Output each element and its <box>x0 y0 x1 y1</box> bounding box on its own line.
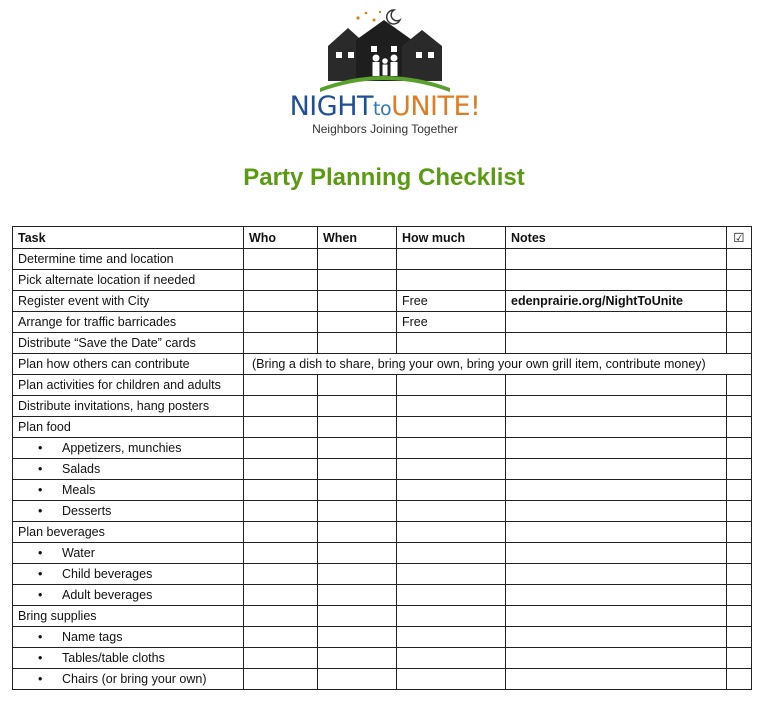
how-much-cell[interactable] <box>397 543 506 564</box>
logo-tagline: Neighbors Joining Together <box>312 122 458 136</box>
subtask-label: Name tags <box>62 630 123 644</box>
check-cell[interactable] <box>727 543 752 564</box>
how-much-cell[interactable] <box>397 375 506 396</box>
how-much-cell[interactable] <box>397 648 506 669</box>
who-cell[interactable] <box>244 291 318 312</box>
table-row <box>13 606 752 627</box>
table-row <box>13 417 752 438</box>
bullet-icon: • <box>38 651 43 665</box>
who-cell[interactable] <box>244 249 318 270</box>
how-much-cell[interactable] <box>397 438 506 459</box>
task-cell-bullet <box>13 585 244 606</box>
bullet-icon: • <box>38 546 43 560</box>
table-row <box>13 291 752 312</box>
notes-cell[interactable] <box>506 417 727 438</box>
notes-cell[interactable] <box>506 396 727 417</box>
when-cell[interactable] <box>318 669 397 690</box>
bullet-icon: • <box>38 630 43 644</box>
who-cell[interactable] <box>244 543 318 564</box>
check-cell[interactable] <box>727 480 752 501</box>
task-cell-bullet <box>13 501 244 522</box>
task-cell: Distribute invitations, hang posters <box>13 396 244 417</box>
subtask-label: Water <box>62 546 95 560</box>
notes-cell[interactable] <box>506 438 727 459</box>
who-cell[interactable] <box>244 459 318 480</box>
table-row <box>13 333 752 354</box>
subtask-label: Desserts <box>62 504 112 518</box>
logo-wordmark <box>280 92 490 124</box>
task-cell: Plan beverages <box>13 522 244 543</box>
check-cell[interactable] <box>727 249 752 270</box>
subtask-label: Appetizers, munchies <box>62 441 182 455</box>
who-cell[interactable] <box>244 312 318 333</box>
who-cell[interactable] <box>244 606 318 627</box>
how-much-cell[interactable] <box>397 564 506 585</box>
table-row <box>13 585 752 606</box>
task-cell: Plan food <box>13 417 244 438</box>
task-cell: Distribute “Save the Date” cards <box>13 333 244 354</box>
task-cell: Determine time and location <box>13 249 244 270</box>
task-cell: Pick alternate location if needed <box>13 270 244 291</box>
who-cell[interactable] <box>244 522 318 543</box>
subtask-label: Chairs (or bring your own) <box>62 672 207 686</box>
who-cell[interactable] <box>244 669 318 690</box>
task-cell-bullet <box>13 648 244 669</box>
notes-cell[interactable] <box>506 543 727 564</box>
check-cell[interactable] <box>727 522 752 543</box>
contribution-note: (Bring a dish to share, bring your own, bring your own grill item, contribute money) <box>244 354 752 375</box>
how-much-cell[interactable] <box>397 480 506 501</box>
bullet-icon: • <box>38 567 43 581</box>
table-row <box>13 396 752 417</box>
who-cell[interactable] <box>244 585 318 606</box>
notes-cell[interactable] <box>506 585 727 606</box>
header-notes: Notes <box>506 227 727 249</box>
houses-family-icon <box>318 6 452 96</box>
how-much-cell[interactable] <box>397 606 506 627</box>
how-much-cell[interactable] <box>397 270 506 291</box>
task-cell-bullet <box>13 438 244 459</box>
notes-cell[interactable] <box>506 270 727 291</box>
task-cell: Bring supplies <box>13 606 244 627</box>
when-cell[interactable] <box>318 459 397 480</box>
when-cell[interactable] <box>318 627 397 648</box>
logo-word-unite: UNITE! <box>391 91 481 122</box>
how-much-cell[interactable] <box>397 396 506 417</box>
how-much-cell[interactable] <box>397 417 506 438</box>
subtask-label: Tables/table cloths <box>62 651 165 665</box>
who-cell[interactable] <box>244 627 318 648</box>
header-task: Task <box>13 227 244 249</box>
check-cell[interactable] <box>727 291 752 312</box>
header-when: When <box>318 227 397 249</box>
bullet-icon: • <box>38 588 43 602</box>
how-much-cell[interactable] <box>397 501 506 522</box>
when-cell[interactable] <box>318 375 397 396</box>
bullet-icon: • <box>38 441 43 455</box>
when-cell[interactable] <box>318 312 397 333</box>
check-cell[interactable] <box>727 606 752 627</box>
who-cell[interactable] <box>244 333 318 354</box>
table-row <box>13 459 752 480</box>
notes-cell[interactable] <box>506 480 727 501</box>
bullet-icon: • <box>38 483 43 497</box>
header-checkbox-icon: ☑ <box>727 227 752 249</box>
how-much-cell[interactable] <box>397 585 506 606</box>
notes-cell[interactable] <box>506 249 727 270</box>
when-cell[interactable] <box>318 438 397 459</box>
when-cell[interactable] <box>318 543 397 564</box>
how-much-cell: Free <box>397 312 506 333</box>
logo-word-to: to <box>373 98 392 120</box>
when-cell[interactable] <box>318 270 397 291</box>
notes-link[interactable]: edenprairie.org/NightToUnite <box>506 291 727 312</box>
table-row <box>13 354 752 375</box>
table-row <box>13 501 752 522</box>
notes-cell[interactable] <box>506 375 727 396</box>
check-cell[interactable] <box>727 648 752 669</box>
check-cell[interactable] <box>727 669 752 690</box>
when-cell[interactable] <box>318 648 397 669</box>
who-cell[interactable] <box>244 417 318 438</box>
notes-cell[interactable] <box>506 627 727 648</box>
how-much-cell[interactable] <box>397 459 506 480</box>
header-who: Who <box>244 227 318 249</box>
check-cell[interactable] <box>727 396 752 417</box>
bullet-icon: • <box>38 672 43 686</box>
who-cell[interactable] <box>244 270 318 291</box>
table-row <box>13 648 752 669</box>
table-row <box>13 669 752 690</box>
when-cell[interactable] <box>318 522 397 543</box>
when-cell[interactable] <box>318 333 397 354</box>
how-much-cell[interactable] <box>397 669 506 690</box>
check-cell[interactable] <box>727 627 752 648</box>
task-cell-bullet <box>13 564 244 585</box>
table-row <box>13 480 752 501</box>
table-row <box>13 249 752 270</box>
check-cell[interactable] <box>727 438 752 459</box>
subtask-label: Salads <box>62 462 101 476</box>
check-cell[interactable] <box>727 585 752 606</box>
notes-cell[interactable] <box>506 333 727 354</box>
bullet-icon: • <box>38 504 43 518</box>
notes-cell[interactable] <box>506 459 727 480</box>
subtask-label: Child beverages <box>62 567 153 581</box>
table-row <box>13 564 752 585</box>
when-cell[interactable] <box>318 564 397 585</box>
who-cell[interactable] <box>244 396 318 417</box>
notes-cell[interactable] <box>506 648 727 669</box>
notes-cell[interactable] <box>506 312 727 333</box>
header-how-much: How much <box>397 227 506 249</box>
when-cell[interactable] <box>318 396 397 417</box>
table-row <box>13 438 752 459</box>
how-much-cell[interactable] <box>397 627 506 648</box>
when-cell[interactable] <box>318 501 397 522</box>
table-row <box>13 522 752 543</box>
who-cell[interactable] <box>244 648 318 669</box>
notes-cell[interactable] <box>506 522 727 543</box>
who-cell[interactable] <box>244 501 318 522</box>
task-cell: Arrange for traffic barricades <box>13 312 244 333</box>
check-cell[interactable] <box>727 501 752 522</box>
task-cell-bullet <box>13 459 244 480</box>
check-cell[interactable] <box>727 270 752 291</box>
when-cell[interactable] <box>318 606 397 627</box>
task-cell-bullet <box>13 627 244 648</box>
notes-cell[interactable] <box>506 669 727 690</box>
page-title: Party Planning Checklist <box>243 164 525 191</box>
task-cell-bullet <box>13 543 244 564</box>
check-cell[interactable] <box>727 417 752 438</box>
how-much-cell[interactable] <box>397 522 506 543</box>
notes-cell[interactable] <box>506 606 727 627</box>
notes-cell[interactable] <box>506 564 727 585</box>
when-cell[interactable] <box>318 249 397 270</box>
how-much-cell: Free <box>397 291 506 312</box>
table-row <box>13 627 752 648</box>
check-cell[interactable] <box>727 564 752 585</box>
when-cell[interactable] <box>318 291 397 312</box>
task-cell: Plan activities for children and adults <box>13 375 244 396</box>
task-cell-bullet <box>13 480 244 501</box>
check-cell[interactable] <box>727 333 752 354</box>
subtask-label: Meals <box>62 483 96 497</box>
task-cell: Register event with City <box>13 291 244 312</box>
task-cell-bullet <box>13 669 244 690</box>
check-cell[interactable] <box>727 459 752 480</box>
who-cell[interactable] <box>244 480 318 501</box>
when-cell[interactable] <box>318 480 397 501</box>
notes-cell[interactable] <box>506 501 727 522</box>
bullet-icon: • <box>38 462 43 476</box>
subtask-label: Adult beverages <box>62 588 153 602</box>
when-cell[interactable] <box>318 585 397 606</box>
when-cell[interactable] <box>318 417 397 438</box>
how-much-cell[interactable] <box>397 333 506 354</box>
night-to-unite-logo <box>280 6 490 138</box>
who-cell[interactable] <box>244 564 318 585</box>
how-much-cell[interactable] <box>397 249 506 270</box>
table-row <box>13 543 752 564</box>
table-row <box>13 312 752 333</box>
table-row <box>13 375 752 396</box>
table-header-row <box>13 227 752 249</box>
logo-word-night: NIGHT <box>289 91 373 122</box>
table-row <box>13 270 752 291</box>
check-cell[interactable] <box>727 312 752 333</box>
checklist-table <box>12 226 752 690</box>
who-cell[interactable] <box>244 438 318 459</box>
task-cell: Plan how others can contribute <box>13 354 244 375</box>
check-cell[interactable] <box>727 375 752 396</box>
who-cell[interactable] <box>244 375 318 396</box>
